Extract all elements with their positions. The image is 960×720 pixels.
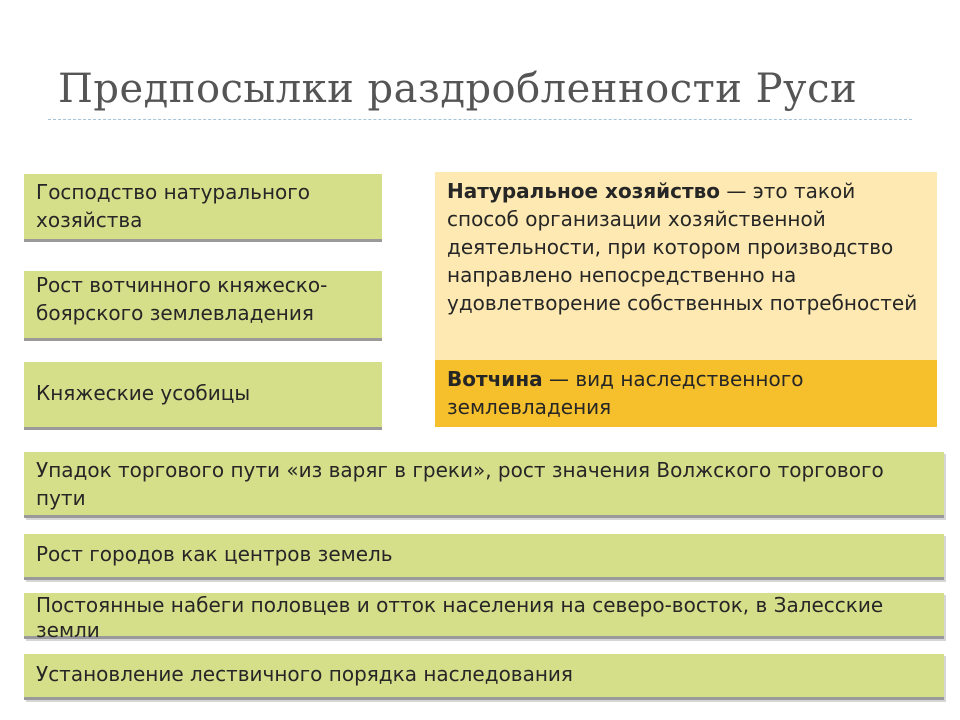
box-trade-route: Упадок торгового пути «из варяг в греки», рост значения Волжского торгового пути <box>24 452 944 518</box>
box-city-growth: Рост городов как центров земель <box>24 534 944 580</box>
box-votchina-growth: Рост вотчинного княжеско-боярского землевладения <box>24 271 382 341</box>
definition-natural-economy <box>435 172 937 360</box>
definition-term: Вотчина <box>447 367 543 391</box>
box-ladder-succession: Установление лествичного порядка наследования <box>24 654 944 700</box>
box-princely-feuds: Княжеские усобицы <box>24 362 382 430</box>
definition-votchina <box>435 360 937 427</box>
definition-text: — вид наследственного землевладения <box>447 367 804 419</box>
box-natural-economy: Господство натурального хозяйства <box>24 174 382 242</box>
slide-title: Предпосылки раздробленности Руси <box>58 66 858 112</box>
definition-text: — это такой способ организации хозяйственной деятельности, при котором производство направлено непосредственно на удовлетворение собственных потребностей <box>447 179 918 315</box>
box-polovtsy-raids: Постоянные набеги половцев и отток населения на северо-восток, в Залесские земли <box>24 593 944 639</box>
definition-term: Натуральное хозяйство <box>447 179 721 203</box>
title-divider <box>48 119 912 120</box>
